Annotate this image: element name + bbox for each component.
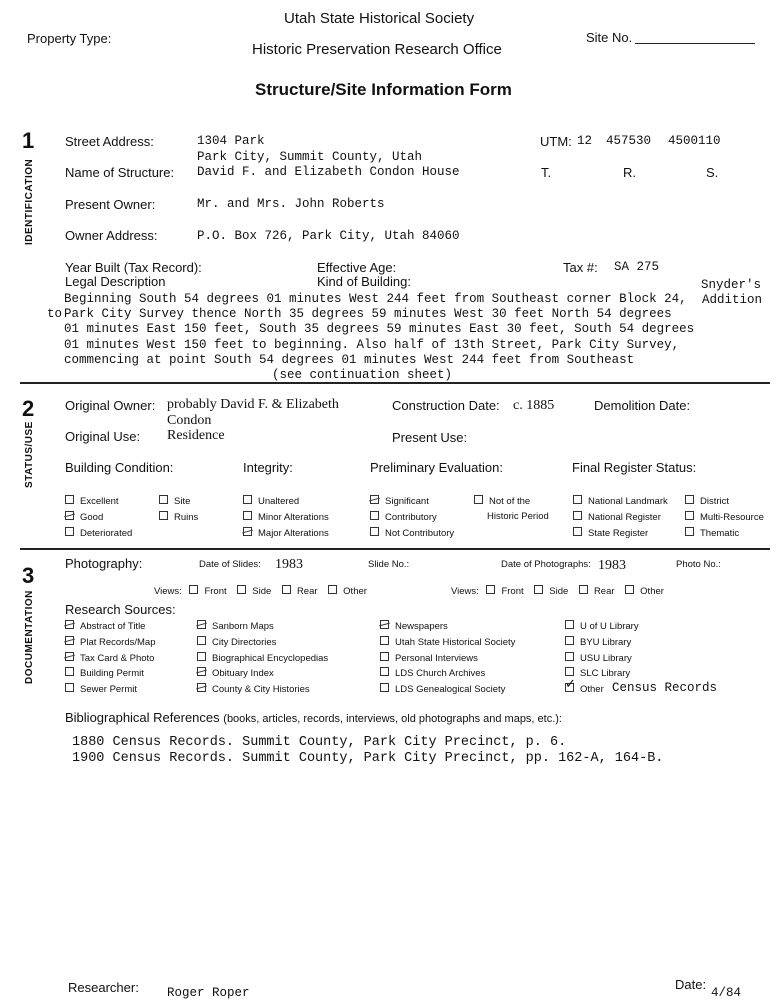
section-1-label: IDENTIFICATION xyxy=(24,158,35,245)
year-built-label: Year Built (Tax Record): xyxy=(65,260,202,275)
section-2-number: 2 xyxy=(22,396,35,421)
slide-view-other-checkbox[interactable] xyxy=(328,585,337,594)
photo-view-rear-checkbox[interactable] xyxy=(579,585,588,594)
checkbox-obituary-index[interactable]: Obituary Index xyxy=(197,667,274,679)
photo-no-label: Photo No.: xyxy=(676,559,721,570)
range-label: R. xyxy=(623,165,636,180)
section-label: S. xyxy=(706,165,719,180)
checkbox-byu-library[interactable]: BYU Library xyxy=(565,636,631,648)
street-address-value: 1304 Park xyxy=(197,134,265,148)
slide-views: Views: Front Side Rear Other xyxy=(154,586,367,597)
photo-view-side-checkbox[interactable] xyxy=(534,585,543,594)
original-owner-value-2: Condon xyxy=(167,413,212,428)
legal-prefix: to xyxy=(47,307,63,321)
original-owner-label: Original Owner: xyxy=(65,398,156,413)
checkbox-national-register[interactable]: National Register xyxy=(573,511,661,523)
structure-name-value: David F. and Elizabeth Condon House xyxy=(197,165,460,179)
slide-no-label: Slide No.: xyxy=(368,559,410,570)
checkbox-building-permit[interactable]: Building Permit xyxy=(65,667,144,679)
date-of-photos-label: Date of Photographs: xyxy=(501,559,591,570)
township-label: T. xyxy=(541,165,552,180)
checkbox-multi-resource[interactable]: Multi-Resource xyxy=(685,511,764,523)
checkbox-site[interactable]: Site xyxy=(159,495,190,507)
checkbox-state-register[interactable]: State Register xyxy=(573,527,648,539)
checkbox-not-historic-period[interactable]: Not of the xyxy=(474,495,530,507)
utm-zone: 12 xyxy=(577,134,593,148)
researcher-label: Researcher: xyxy=(68,980,139,995)
checkbox-other[interactable]: ✓Other xyxy=(565,683,604,695)
checkbox-abstract-of-title[interactable]: Abstract of Title xyxy=(65,620,145,632)
continuation-note: (see continuation sheet) xyxy=(272,368,453,382)
construction-date-label: Construction Date: xyxy=(392,398,500,413)
biblio-line-2: 1900 Census Records. Summit County, Park City Precinct, pp. 162-A, 164-B. xyxy=(72,751,664,766)
checkbox-usu-library[interactable]: USU Library xyxy=(565,652,632,664)
date-of-slides-value: 1983 xyxy=(275,557,303,572)
checkbox-sewer-permit[interactable]: Sewer Permit xyxy=(65,683,137,695)
checkbox-lds-genealogical-society[interactable]: LDS Genealogical Society xyxy=(380,683,505,695)
checkbox-not-contributory[interactable]: Not Contributory xyxy=(370,527,454,539)
checkbox-good[interactable]: Good xyxy=(65,511,103,523)
checkbox-excellent[interactable]: Excellent xyxy=(65,495,119,507)
photo-view-other-checkbox[interactable] xyxy=(625,585,634,594)
checkbox-significant[interactable]: Significant xyxy=(370,495,429,507)
section-2-label: STATUS/USE xyxy=(24,421,35,488)
original-owner-value: probably David F. & Elizabeth xyxy=(167,397,339,412)
legal-line-5: commencing at point South 54 degrees 01 minutes West 244 feet from Southeast xyxy=(64,353,635,367)
legal-note-1: Snyder's xyxy=(701,278,762,292)
original-use-label: Original Use: xyxy=(65,429,141,444)
legal-line-2: Park City Survey thence North 35 degrees 59 minutes West 30 feet North 54 degrees xyxy=(64,307,672,321)
divider-1 xyxy=(20,382,770,384)
tax-number-value: SA 275 xyxy=(614,260,660,274)
checkbox-u-of-u-library[interactable]: U of U Library xyxy=(565,620,639,632)
building-condition-label: Building Condition: xyxy=(65,460,174,475)
property-type-label: Property Type: xyxy=(27,31,112,46)
photo-view-front-checkbox[interactable] xyxy=(486,585,495,594)
checkbox-personal-interviews[interactable]: Personal Interviews xyxy=(380,652,478,664)
present-use-label: Present Use: xyxy=(392,430,468,445)
legal-line-1: Beginning South 54 degrees 01 minutes West 244 feet from Southeast corner Block 24, xyxy=(64,292,687,306)
slide-view-front-checkbox[interactable] xyxy=(189,585,198,594)
bibliographical-references-label: Bibliographical References (books, articles, records, interviews, old photographs and maps, etc.): xyxy=(65,710,562,725)
other-source-value: Census Records xyxy=(612,681,718,695)
slide-view-side-checkbox[interactable] xyxy=(237,585,246,594)
office-name: Historic Preservation Research Office xyxy=(252,41,502,58)
original-use-value: Residence xyxy=(167,428,225,443)
section-3-number: 3 xyxy=(22,563,35,588)
structure-name-label: Name of Structure: xyxy=(65,165,175,180)
checkbox-county-city-histories[interactable]: County & City Histories xyxy=(197,683,310,695)
section-1-number: 1 xyxy=(22,128,35,153)
checkbox-national-landmark[interactable]: National Landmark xyxy=(573,495,668,507)
checkbox-contributory[interactable]: Contributory xyxy=(370,511,437,523)
divider-2 xyxy=(20,548,770,550)
kind-of-building-label: Kind of Building: xyxy=(317,274,411,289)
research-sources-label: Research Sources: xyxy=(65,602,176,617)
checkbox-tax-card[interactable]: Tax Card & Photo xyxy=(65,652,154,664)
photo-views: Views: Front Side Rear Other xyxy=(451,586,664,597)
date-value: 4/84 xyxy=(711,986,742,1000)
date-of-slides-label: Date of Slides: xyxy=(199,559,261,570)
site-no-field: Site No. xyxy=(586,30,755,45)
owner-address-label: Owner Address: xyxy=(65,228,158,243)
checkbox-deteriorated[interactable]: Deteriorated xyxy=(65,527,132,539)
slide-view-rear-checkbox[interactable] xyxy=(282,585,291,594)
utm-easting: 457530 xyxy=(606,134,652,148)
utm-label: UTM: xyxy=(540,134,572,149)
effective-age-label: Effective Age: xyxy=(317,260,397,275)
construction-date-value: c. 1885 xyxy=(513,398,555,413)
demolition-date-label: Demolition Date: xyxy=(594,398,691,413)
not-historic-period-label: Historic Period xyxy=(487,511,549,522)
utm-northing: 4500110 xyxy=(668,134,721,148)
checkbox-minor-alterations[interactable]: Minor Alterations xyxy=(243,511,329,523)
tax-number-label: Tax #: xyxy=(563,260,598,275)
section-3-label: DOCUMENTATION xyxy=(24,590,35,684)
checkbox-district[interactable]: District xyxy=(685,495,729,507)
date-label: Date: xyxy=(675,977,707,992)
owner-address-value: P.O. Box 726, Park City, Utah 84060 xyxy=(197,229,460,243)
present-owner-label: Present Owner: xyxy=(65,197,156,212)
checkbox-city-directories[interactable]: City Directories xyxy=(197,636,276,648)
date-of-photos-value: 1983 xyxy=(598,558,626,573)
legal-line-4: 01 minutes West 150 feet to beginning. Also half of 13th Street, Park City Survey, xyxy=(64,338,680,352)
street-address-label: Street Address: xyxy=(65,134,154,149)
checkbox-thematic[interactable]: Thematic xyxy=(685,527,739,539)
checkbox-lds-church-archives[interactable]: LDS Church Archives xyxy=(380,667,485,679)
preliminary-evaluation-label: Preliminary Evaluation: xyxy=(370,460,503,475)
checkbox-biographical-encyclopedias[interactable]: Biographical Encyclopedias xyxy=(197,652,328,664)
photography-label: Photography: xyxy=(65,556,143,571)
legal-line-3: 01 minutes East 150 feet, South 35 degrees 59 minutes East 30 feet, South 54 degrees xyxy=(64,322,695,336)
checkbox-sanborn-maps[interactable]: Sanborn Maps xyxy=(197,620,274,632)
org-name: Utah State Historical Society xyxy=(284,10,475,27)
checkbox-unaltered[interactable]: Unaltered xyxy=(243,495,299,507)
checkbox-utah-state-historical-society[interactable]: Utah State Historical Society xyxy=(380,636,515,648)
checkbox-newspapers[interactable]: Newspapers xyxy=(380,620,448,632)
checkbox-ruins[interactable]: Ruins xyxy=(159,511,198,523)
researcher-value: Roger Roper xyxy=(167,986,250,1000)
biblio-line-1: 1880 Census Records. Summit County, Park City Precinct, p. 6. xyxy=(72,735,567,750)
checkbox-plat-records[interactable]: Plat Records/Map xyxy=(65,636,156,648)
legal-note-2: Addition xyxy=(702,293,763,307)
integrity-label: Integrity: xyxy=(243,460,293,475)
present-owner-value: Mr. and Mrs. John Roberts xyxy=(197,197,385,211)
city-value: Park City, Summit County, Utah xyxy=(197,150,423,164)
final-register-label: Final Register Status: xyxy=(572,460,697,475)
legal-description-label: Legal Description xyxy=(65,274,166,289)
checkbox-slc-library[interactable]: SLC Library xyxy=(565,667,630,679)
form-title: Structure/Site Information Form xyxy=(255,80,512,99)
checkbox-major-alterations[interactable]: Major Alterations xyxy=(243,527,329,539)
